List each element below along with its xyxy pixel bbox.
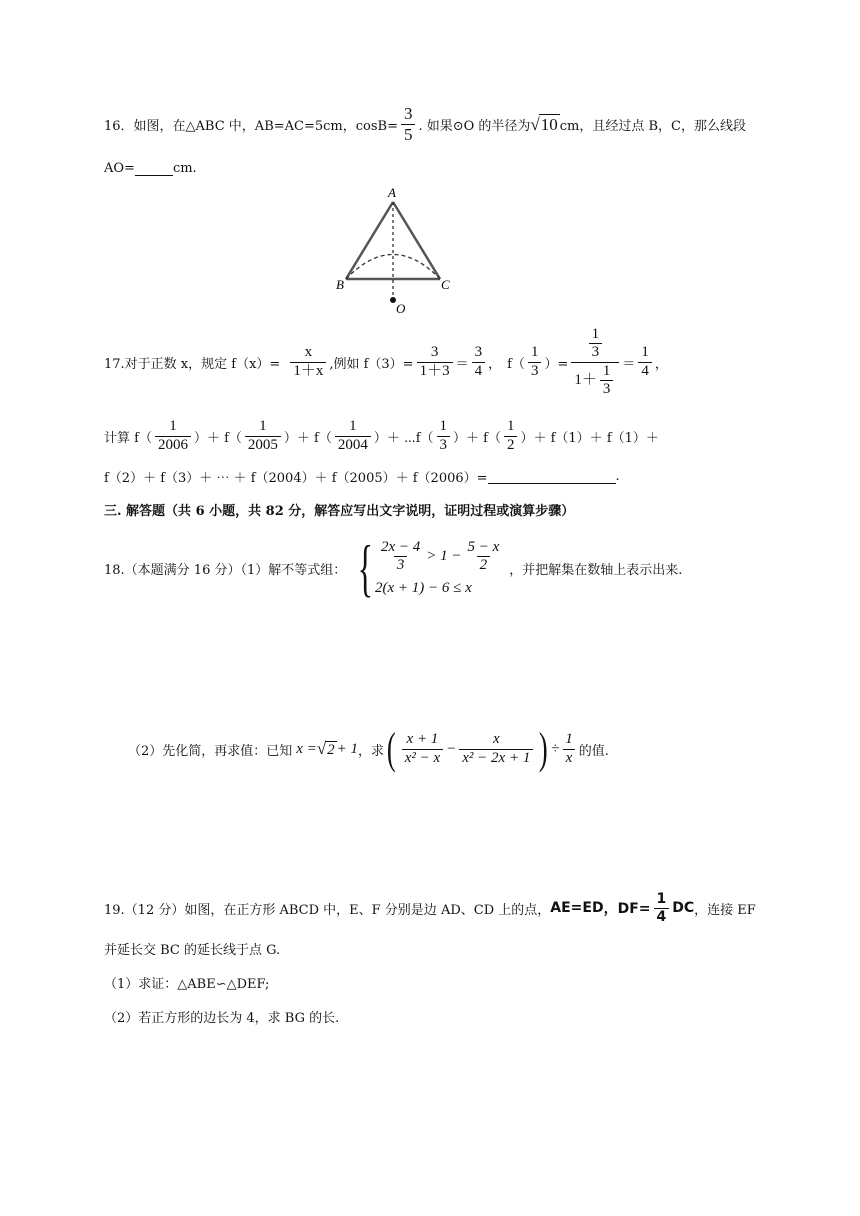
q18-ineq-1: $\frac{2x - 4}{3}$ > 1 − $\frac{5 - x}{2}$ (380, 538, 500, 574)
q19-line-2: 并延长交 BC 的延长线于点 G. (104, 942, 281, 958)
q17-eq-2: ＝ (622, 356, 636, 372)
q17-outer-inner-fraction: $\frac{1}{3}$ (600, 363, 614, 399)
q17-prefix: 17.对于正数 x，规定 f（x）= (104, 356, 281, 372)
q18-part1 (104, 528, 682, 608)
q17-term-2: $\frac{1}{2005}$ (245, 418, 281, 454)
q17-result-fraction: $\frac{1}{4}$ (638, 344, 652, 380)
q18-inequality-system: { $\frac{2x - 4}{3}$ > 1 − $\frac{5 - x}{2}$ 2(x + 1) − 6 ≤ x (350, 536, 505, 600)
q18-ineq-2: 2(x + 1) − 6 ≤ x (374, 580, 472, 597)
label-o: O (396, 301, 406, 316)
q16-text-pre: 16．如图，在△ABC 中，AB=AC=5cm，cosB= (104, 118, 398, 134)
q17-term-1: $\frac{1}{2006}$ (155, 418, 191, 454)
q18-part1-pre: 18.（本题满分 16 分）（1）解不等式组： (104, 562, 347, 578)
q17-line-2: 计算 f（ $\frac{1}{2006}$ ）＋ f（ $\frac{1}{2005}$ ）＋ f（ $\frac{1}{2004}$ ）＋ ⋯f（ $\frac{1}{3}$ ）＋ f（ $\frac{1}{2}$ ）＋ f（1）＋ f（1）＋ (104, 418, 659, 453)
q17-ex1-result: $\frac{3}{4}$ (472, 344, 486, 380)
q16-text-post: cm，且经过点 B，C，那么线段 (559, 118, 747, 134)
q18-part2: （2）先化简，再求值：已知 x = √ 2 + 1 ，求 ( $\frac{x + 1}{\text{x² − x}}$ − $\frac{x}{\text{x² − 2x + 1}}$ ) ÷ $\frac{1}{x}$ 的值. (128, 724, 609, 773)
side-ac (393, 202, 440, 279)
q18-fraction-1: $\frac{x + 1}{\text{x² − x}}$ (402, 731, 443, 767)
q17-example-pre: ,例如 f（3）= (329, 356, 414, 372)
q16-text-mid: . 如果⊙O 的半径为 (418, 118, 531, 134)
q17-f-open: f（ (507, 356, 525, 372)
q17-end-comma: ， (654, 356, 668, 372)
label-b: B (336, 277, 344, 292)
q17-ex1-fraction: $\frac{3}{1+3}$ (417, 344, 453, 380)
q16-ao-unit: cm. (172, 160, 197, 176)
q17-f-close: ）= (544, 356, 569, 372)
q17-eq-1: ＝ (455, 356, 469, 372)
q17-sum-text: f（2）＋ f（3）＋ ⋯ ＋ f（2004）＋ f（2005）＋ f（2006）= (104, 470, 488, 486)
q16-line-1 (104, 104, 746, 144)
q17-line-1 (104, 322, 668, 402)
side-ab (346, 202, 393, 279)
label-c: C (441, 277, 450, 292)
q18-part1-post: ，并把解集在数轴上表示出来. (509, 562, 683, 578)
q19-line-1: 19.（12 分）如图，在正方形 ABCD 中，E、F 分别是边 AD、CD 上的点， AE=ED ，DF= $\frac{1}{4}$ DC ，连接 EF (104, 891, 756, 925)
q19-line-4: （2）若正方形的边长为 4，求 BG 的长. (104, 1010, 340, 1026)
q18-part2-pre: （2）先化简，再求值：已知 (128, 743, 293, 759)
q17-inner-fraction: $\frac{1}{3}$ (589, 326, 603, 362)
q16-cosb-fraction: $\frac{3}{5}$ (401, 104, 416, 144)
q19-line1-post: ，连接 EF (694, 902, 756, 918)
q16-triangle-figure (330, 182, 460, 317)
q16-sqrt: √ 10 (530, 114, 558, 134)
q17-comma: ， (488, 356, 502, 372)
q19-df-fraction: $\frac{1}{4}$ (654, 891, 670, 924)
q16-answer-blank[interactable] (135, 161, 173, 176)
q17-term-3: $\frac{1}{2004}$ (335, 418, 371, 454)
section-3-heading: 三. 解答题（共 6 小题，共 82 分，解答应写出文字说明，证明过程或演算步骤） (104, 503, 575, 519)
q19-ae-ed: AE=ED (550, 900, 604, 916)
q17-arg-fraction: $\frac{1}{3}$ (528, 344, 542, 380)
q17-term-4: $\frac{1}{3}$ (437, 418, 451, 454)
q18-fraction-2: $\frac{x}{\text{x² − 2x + 1}}$ (459, 731, 533, 767)
q17-calc-prefix: 计算 f（ (104, 430, 152, 446)
q19-line1-pre: 19.（12 分）如图，在正方形 ABCD 中，E、F 分别是边 AD、CD 上的点， (104, 902, 551, 918)
q17-complex-fraction: $\frac{1}{3}$ 1＋ $\frac{1}{3}$ (571, 326, 619, 398)
q18-sqrt: √ 2 (316, 739, 335, 758)
q16-line-2 (104, 158, 197, 178)
label-a: A (388, 185, 396, 200)
q17-def-fraction: $\frac{x}{1+x}$ (290, 344, 326, 380)
q17-answer-blank[interactable] (488, 469, 616, 484)
q16-ao-label: AO= (104, 160, 135, 176)
q19-line-3: （1）求证：△ABE∽△DEF; (104, 976, 270, 992)
q17-line-3: f（2）＋ f（3）＋ ⋯ ＋ f（2004）＋ f（2005）＋ f（2006）= . (104, 468, 620, 486)
q18-fraction-3: $\frac{1}{x}$ (562, 731, 576, 767)
q17-term-5: $\frac{1}{2}$ (504, 418, 518, 454)
